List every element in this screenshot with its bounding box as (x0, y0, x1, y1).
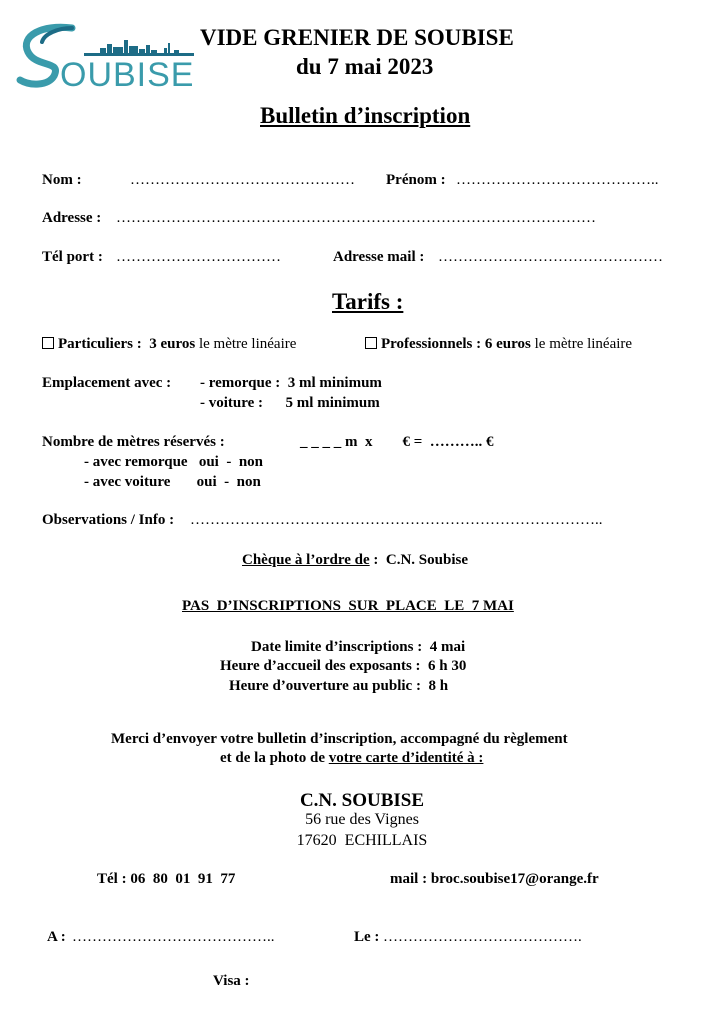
place-field[interactable]: ………………………………….. (72, 929, 275, 945)
option-voiture[interactable]: - avec voiture oui - non (84, 474, 261, 490)
logo-text: OUBISE (60, 56, 195, 94)
contact-phone: Tél : 06 80 01 91 77 (97, 871, 236, 887)
date-field[interactable]: …………………………………. (383, 929, 582, 945)
instructions-line2 (220, 750, 483, 767)
observations-field[interactable]: ……………………………………………………………………….. (190, 512, 603, 528)
professionnels-price: 6 euros (484, 336, 531, 352)
form-subtitle: Bulletin d’inscription (260, 103, 471, 128)
logo-graphic (14, 22, 199, 94)
contact-email[interactable]: mail : broc.soubise17@orange.fr (390, 871, 599, 887)
visa-label: Visa : (213, 973, 250, 989)
professionnels-checkbox[interactable] (365, 337, 377, 349)
mail-label: Adresse mail : (333, 249, 425, 265)
soubise-logo (14, 22, 199, 94)
prenom-label: Prénom : (386, 172, 446, 188)
observations-label: Observations / Info : (42, 512, 175, 528)
tarifs-heading: Tarifs : (332, 289, 404, 314)
emplacement-voiture: - voiture : 5 ml minimum (200, 395, 380, 411)
particuliers-option[interactable] (42, 336, 296, 353)
instructions-line2-prefix: et de la photo de (220, 750, 329, 766)
mail-field[interactable]: ……………………………………… (438, 249, 663, 265)
date-label: Le : (354, 929, 380, 945)
event-title: VIDE GRENIER DE SOUBISE (200, 25, 514, 50)
adresse-field[interactable]: …………………………………………………………………………………… (116, 210, 596, 226)
professionnels-label: Professionnels : (381, 336, 482, 352)
particuliers-checkbox[interactable] (42, 337, 54, 349)
particuliers-unit: le mètre linéaire (198, 336, 297, 352)
option-remorque[interactable]: - avec remorque oui - non (84, 454, 264, 470)
recipient-city: 17620 ECHILLAIS (296, 832, 428, 849)
particuliers-price: 3 euros (149, 336, 196, 352)
cheque-line (242, 552, 468, 569)
cheque-label: Chèque à l’ordre de (242, 552, 370, 568)
nom-label: Nom : (42, 172, 82, 188)
recipient-name: C.N. SOUBISE (299, 790, 425, 811)
recipient-street: 56 rue des Vignes (305, 811, 419, 828)
tel-label: Tél port : (42, 249, 103, 265)
cheque-payee: C.N. Soubise (385, 552, 468, 568)
emplacement-remorque: - remorque : 3 ml minimum (200, 375, 382, 391)
professionnels-unit: le mètre linéaire (534, 336, 633, 352)
adresse-label: Adresse : (42, 210, 102, 226)
place-label: A : (47, 929, 66, 945)
deadline-line: Date limite d’inscriptions : 4 mai (251, 639, 466, 655)
tel-field[interactable]: …………………………… (116, 249, 281, 265)
emplacement-label: Emplacement avec : (42, 375, 172, 391)
exhibitor-arrival-line: Heure d’accueil des exposants : 6 h 30 (220, 658, 467, 674)
instructions-line1: Merci d’envoyer votre bulletin d’inscription, accompagné du règlement (111, 731, 568, 747)
event-date: du 7 mai 2023 (296, 54, 434, 79)
professionnels-option[interactable] (365, 336, 632, 353)
no-onsite-registration-notice: PAS D’INSCRIPTIONS SUR PLACE LE 7 MAI (182, 598, 514, 614)
metres-label: Nombre de mètres réservés : (42, 434, 225, 450)
public-opening-line: Heure d’ouverture au public : 8 h (229, 678, 449, 694)
particuliers-label: Particuliers : (58, 336, 142, 352)
cheque-colon: : (369, 552, 386, 568)
nom-field[interactable]: ……………………………………… (130, 172, 355, 188)
prenom-field[interactable]: ………………………………….. (456, 172, 659, 188)
metres-formula[interactable]: _ _ _ _ m x € = ……….. € (300, 434, 494, 450)
instructions-line2-underlined: votre carte d’identité à : (328, 750, 484, 766)
